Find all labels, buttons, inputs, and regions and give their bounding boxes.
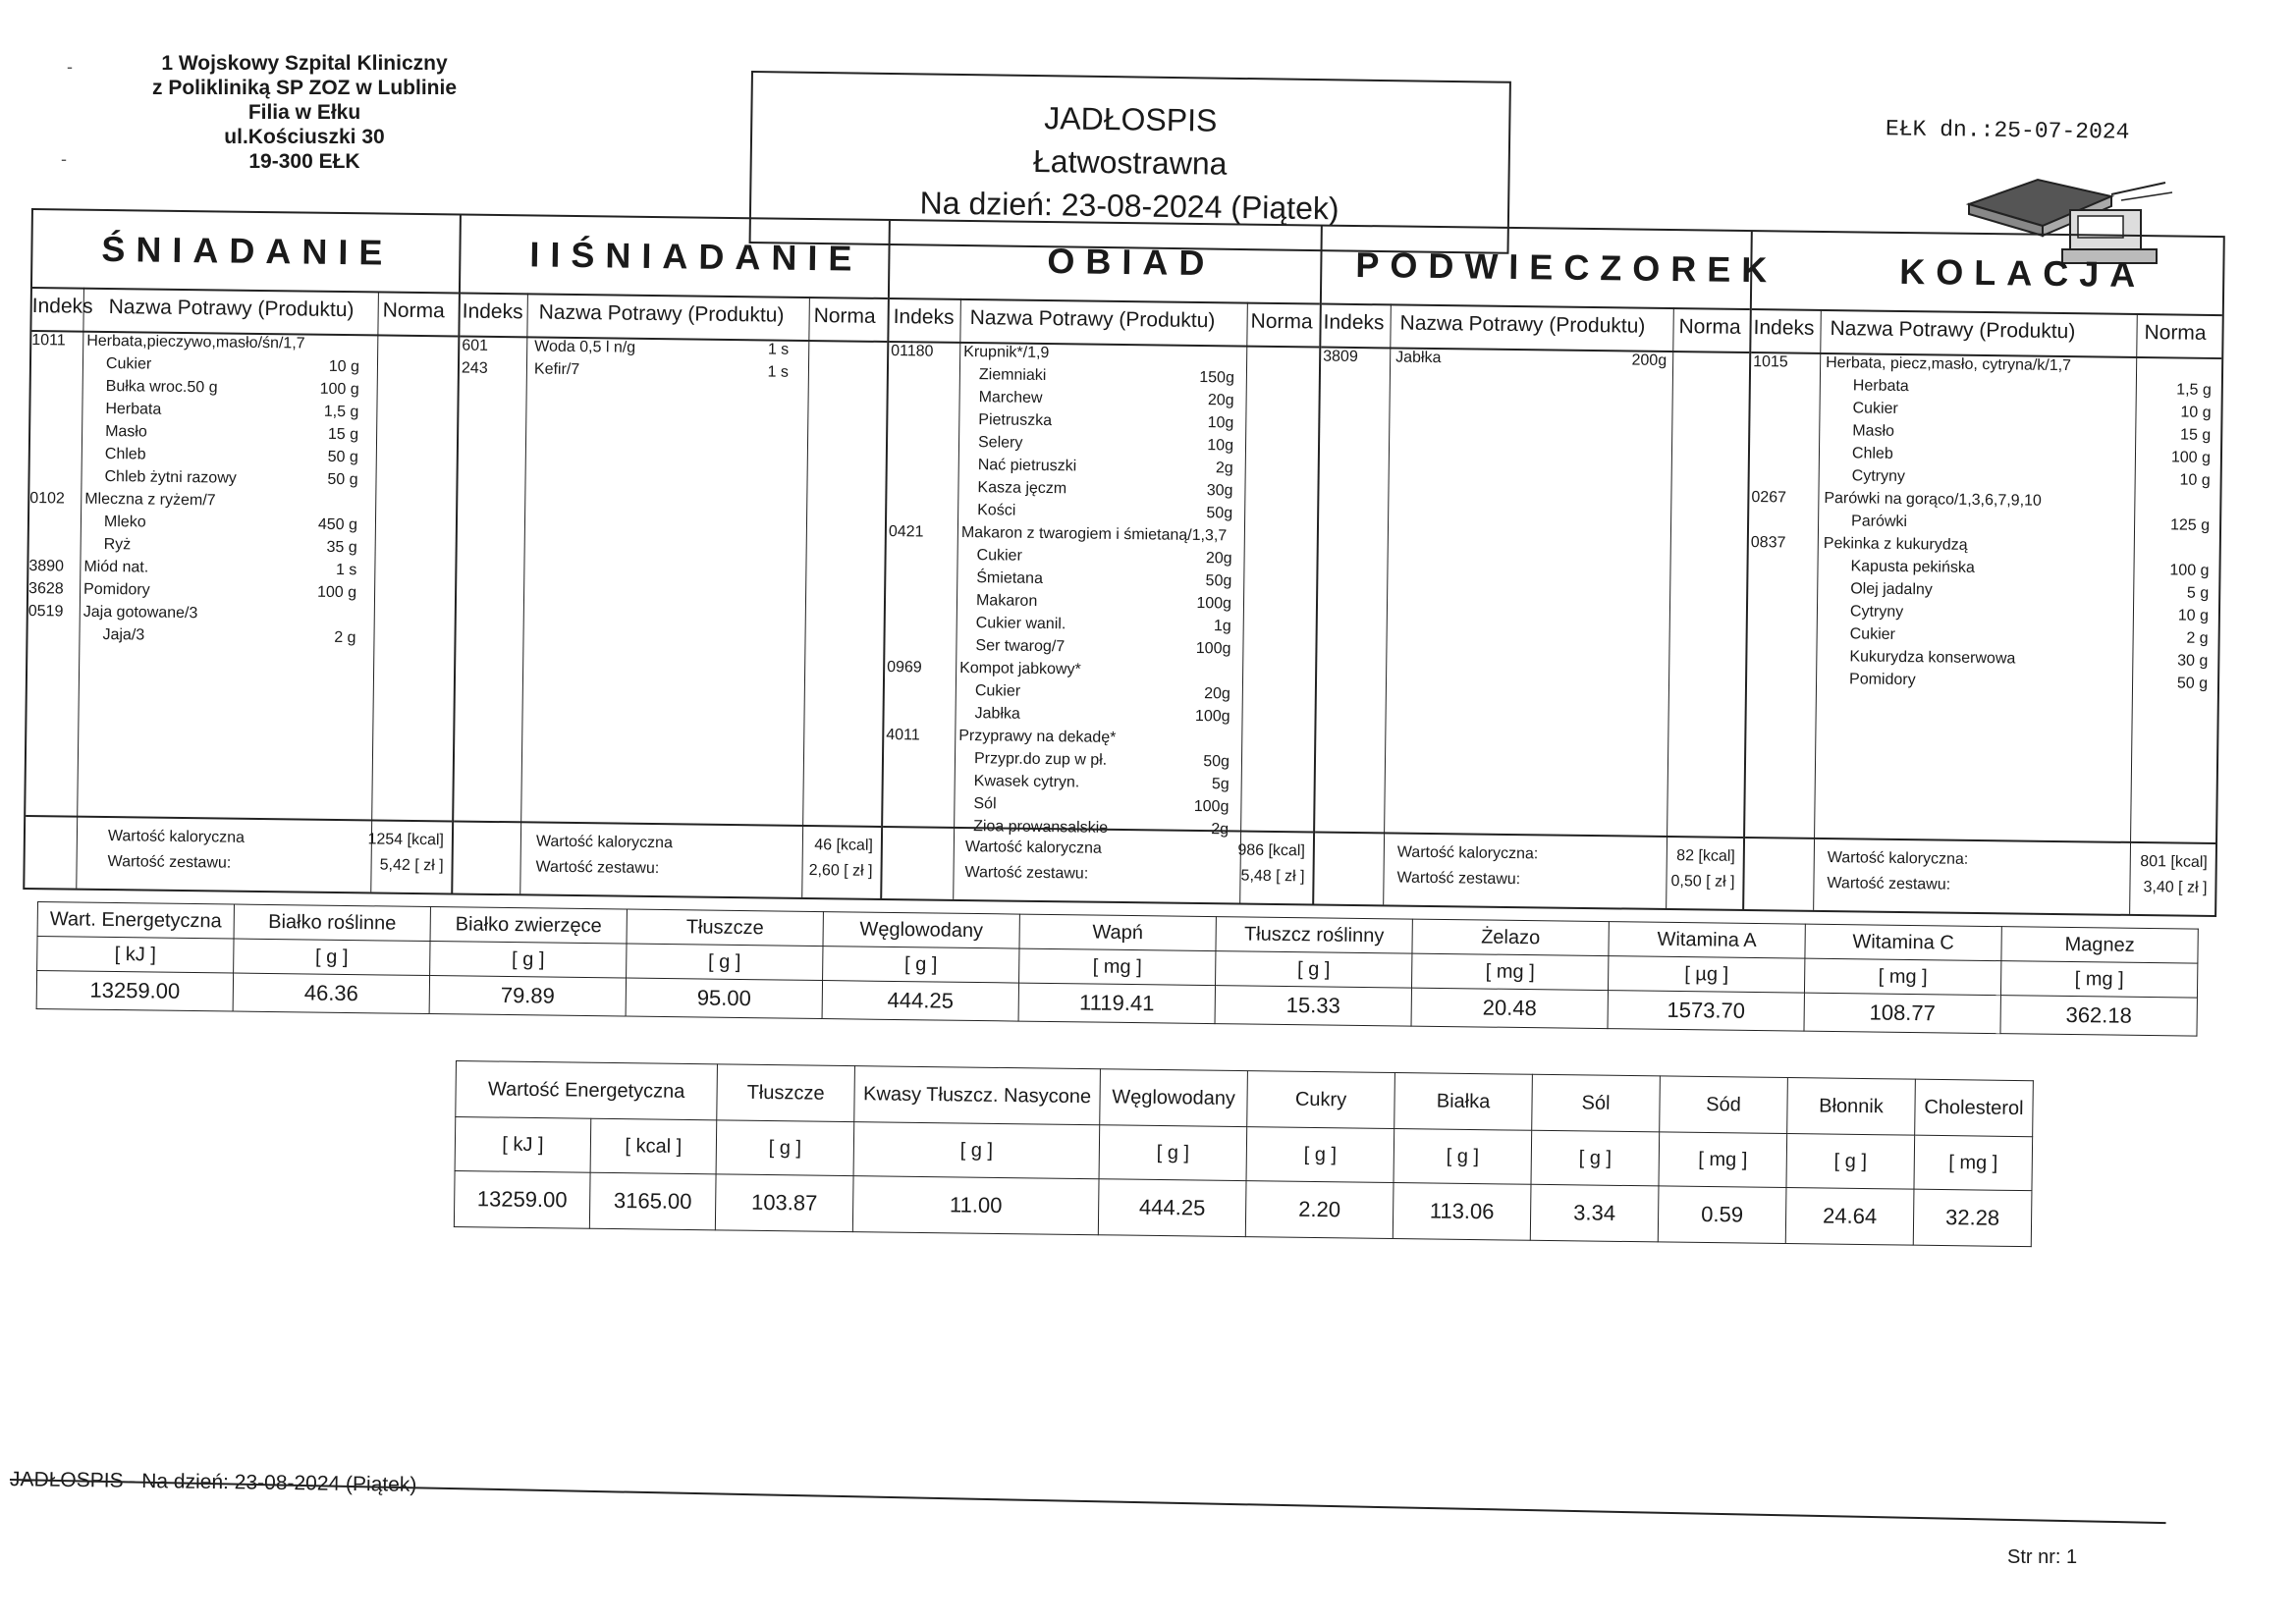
nutrient-header: Żelazo	[1412, 919, 1609, 956]
row-norm: 125 g	[2169, 516, 2211, 534]
row-norm: 30g	[1206, 482, 1233, 500]
nutrient-value: 108.77	[1804, 993, 2000, 1034]
kcal-label: Wartość kaloryczna	[107, 828, 246, 846]
row-norm: 100 g	[2169, 562, 2210, 579]
row-name: Kapusta pekińska	[1850, 558, 1975, 576]
meal-summary	[453, 820, 881, 897]
name-header: Nazwa Potrawy (Produktu)	[969, 306, 1216, 333]
row-name: Kompot jabkowy*	[959, 659, 1081, 678]
menu-row	[1747, 670, 2217, 698]
norm-header: Norma	[382, 298, 445, 323]
menu-row	[27, 625, 454, 653]
row-index: 0969	[887, 659, 922, 676]
row-norm: 50g	[1206, 505, 1233, 522]
nutrient-value: 79.89	[429, 976, 626, 1017]
page-number: Str nr: 1	[2007, 1546, 2078, 1568]
nutrient-value: 13259.00	[454, 1170, 590, 1228]
row-norm: 10 g	[328, 357, 360, 376]
nutrient-value: 24.64	[1785, 1188, 1914, 1246]
nutrient-unit: [ g ]	[1786, 1134, 1915, 1190]
row-name: Ser twarog/7	[975, 637, 1066, 656]
nutrient-unit: [ g ]	[627, 944, 823, 981]
cost-label: Wartość zestawu:	[535, 858, 660, 878]
nutrient-value: 1119.41	[1018, 983, 1215, 1024]
name-header: Nazwa Potrawy (Produktu)	[108, 296, 355, 322]
row-norm: 1 s	[335, 561, 357, 579]
row-name: Pomidory	[82, 580, 150, 599]
row-name: Herbata	[105, 400, 162, 418]
row-name: Jaja gotowane/3	[82, 603, 198, 622]
row-norm: 50 g	[327, 470, 358, 489]
cost-value: 5,48 [ zł ]	[1240, 867, 1305, 886]
row-norm: 10g	[1207, 437, 1234, 455]
row-index: 01180	[891, 343, 934, 360]
meal-second-breakfast	[453, 216, 891, 898]
column-header	[889, 298, 1320, 349]
nutrient-unit: [ g ]	[823, 947, 1019, 984]
row-name: Cukier	[976, 547, 1022, 565]
nutrient-unit: [ kcal ]	[590, 1118, 717, 1174]
meal-title: OBIAD	[890, 221, 1321, 304]
menu-row	[460, 360, 887, 388]
meal-summary	[25, 815, 452, 893]
index-header: Indeks	[1753, 316, 1815, 340]
norm-header: Norma	[1678, 315, 1741, 339]
row-name: Ziemniaki	[978, 366, 1047, 385]
nutrient-unit: [ g ]	[1216, 951, 1412, 989]
nutrient-value: 444.25	[822, 981, 1018, 1022]
row-name: Przypr.do zup w pł.	[973, 750, 1108, 769]
meal-summary	[1744, 837, 2215, 915]
row-norm: 1,5 g	[323, 403, 359, 421]
nutrient-header: Błonnik	[1787, 1078, 1916, 1136]
row-norm: 100g	[1193, 797, 1230, 816]
row-index: 243	[461, 359, 488, 377]
row-name: Cukier	[105, 354, 152, 373]
nutrient-unit: [ g ]	[1099, 1125, 1247, 1181]
kcal-label: Wartość kaloryczna:	[1827, 849, 1969, 868]
row-norm: 1g	[1213, 618, 1231, 635]
row-name: Masło	[1852, 422, 1895, 440]
row-norm: 200g	[1631, 352, 1667, 369]
row-name: Selery	[977, 434, 1023, 452]
nutrient-value: 95.00	[626, 978, 822, 1019]
row-norm: 10g	[1207, 414, 1234, 432]
diet-name: Łatwostrawna	[1032, 143, 1228, 182]
row-name: Pekinka z kukurydzą	[1823, 534, 1968, 554]
row-name: Cukier	[974, 682, 1021, 700]
nutrient-unit: [ µg ]	[1608, 956, 1804, 994]
nutrient-value: 1573.70	[1608, 991, 1804, 1032]
nutrient-header: Magnez	[2001, 927, 2198, 964]
meal-items	[1745, 352, 2221, 844]
nutrient-unit: [ g ]	[716, 1120, 854, 1176]
nutrient-unit: [ g ]	[1246, 1127, 1394, 1183]
meal-title: PODWIECZOREK	[1322, 227, 1751, 310]
meal-items	[1315, 347, 1749, 839]
nutrient-header: Białko roślinne	[234, 904, 430, 942]
row-name: Bułka wroc.50 g	[105, 377, 218, 397]
row-norm: 15 g	[327, 425, 359, 444]
nutrient-unit: [ mg ]	[1019, 948, 1216, 986]
row-norm: 5g	[1211, 776, 1230, 793]
nutrient-header: Wapń	[1019, 914, 1216, 951]
hospital-line: ul.Kościuszki 30	[224, 126, 385, 148]
row-name: Ryż	[103, 535, 132, 554]
column-header	[1321, 303, 1750, 353]
row-name: Herbata, piecz,masło, cytryna/k/1,7	[1826, 353, 2072, 375]
nutrient-header: Witamina C	[1805, 924, 2001, 961]
row-norm: 1,5 g	[2176, 381, 2212, 399]
meal-title: IIŚNIADANIE	[461, 216, 889, 299]
meal-items	[26, 330, 458, 822]
meal-breakfast	[25, 210, 462, 893]
row-index: 3628	[27, 580, 64, 598]
row-name: Marchew	[978, 389, 1043, 406]
menu-date: Na dzień: 23-08-2024 (Piątek)	[919, 185, 1339, 227]
scan-mark: -	[67, 57, 73, 77]
nutrient-unit: [ mg ]	[1659, 1132, 1787, 1188]
row-name: Przyprawy na dekadę*	[958, 727, 1117, 746]
nutrient-unit: [ mg ]	[2000, 961, 2197, 999]
nutrient-value: 103.87	[715, 1174, 853, 1232]
row-name: Cukier	[1852, 400, 1898, 417]
nutrient-header: Węglowodany	[823, 912, 1019, 949]
kcal-value: 986 [kcal]	[1237, 841, 1305, 860]
meal-title: ŚNIADANIE	[32, 210, 460, 294]
row-name: Masło	[105, 422, 147, 441]
row-name: Mleko	[103, 513, 146, 531]
nutrient-unit: [ g ]	[853, 1122, 1100, 1179]
index-header: Indeks	[893, 305, 955, 329]
hospital-line: 19-300 EŁK	[248, 150, 360, 173]
nutrition-table-main	[36, 901, 2199, 1037]
row-norm: 20g	[1205, 550, 1232, 568]
nutrient-value: 2.20	[1245, 1181, 1394, 1239]
row-name: Śmietana	[976, 569, 1044, 587]
name-header: Nazwa Potrawy (Produktu)	[1830, 317, 2076, 344]
row-norm: 2 g	[334, 628, 356, 647]
row-name: Kukurydza konserwowa	[1849, 648, 2016, 668]
row-norm: 450 g	[317, 515, 358, 534]
nutrient-value: 20.48	[1411, 988, 1608, 1029]
hospital-line: 1 Wojskowy Szpital Kliniczny	[161, 52, 448, 75]
row-norm: 100g	[1196, 594, 1232, 613]
meal-summary	[882, 826, 1313, 903]
row-index: 1015	[1753, 353, 1788, 371]
row-name: Parówki na gorąco/1,3,6,7,9,10	[1824, 489, 2042, 510]
row-name: Jabłka	[1395, 349, 1442, 367]
cost-value: 3,40 [ zł ]	[2143, 879, 2208, 896]
nutrient-header: Wartość Energetyczna	[456, 1061, 718, 1120]
row-name: Pomidory	[1848, 671, 1916, 689]
row-name: Jaja/3	[102, 625, 145, 644]
row-name: Kwasek cytryn.	[973, 773, 1080, 791]
row-name: Cytryny	[1849, 603, 1904, 622]
row-norm: 100g	[1194, 707, 1230, 726]
row-index: 1011	[31, 332, 66, 350]
nutrient-unit: [ mg ]	[1914, 1135, 2033, 1191]
row-norm: 1 s	[767, 341, 790, 358]
index-header: Indeks	[31, 295, 93, 318]
row-index: 0519	[27, 603, 64, 621]
row-name: Mleczna z ryżem/7	[84, 490, 216, 510]
kcal-value: 1254 [kcal]	[367, 831, 445, 849]
column-header	[460, 293, 888, 343]
cost-value: 2,60 [ zł ]	[808, 862, 873, 880]
row-name: Parówki	[1851, 513, 1908, 531]
row-norm: 2g	[1211, 821, 1230, 839]
nutrient-header: Węglowodany	[1100, 1069, 1248, 1127]
row-name: Woda 0,5 l n/g	[534, 338, 636, 356]
nutrient-unit: [ mg ]	[1804, 958, 2000, 996]
row-name: Cukier	[1849, 625, 1896, 643]
row-index: 0267	[1751, 489, 1787, 507]
row-name: Cukier wanil.	[975, 615, 1066, 633]
row-index: 3890	[28, 558, 65, 575]
cost-value: 0,50 [ zł ]	[1670, 873, 1735, 891]
nutrient-unit: [ g ]	[1394, 1129, 1532, 1185]
row-name: Miód nat.	[83, 558, 149, 576]
cost-label: Wartość zestawu:	[1396, 869, 1521, 889]
nutrient-value: 15.33	[1215, 986, 1411, 1027]
row-name: Sól	[973, 795, 997, 813]
footer-rule	[10, 1479, 2166, 1524]
nutrient-header: Tłuszcz roślinny	[1216, 917, 1412, 954]
row-norm: 10 g	[2179, 471, 2211, 489]
meal-summary	[1314, 832, 1743, 909]
row-name: Chleb żytni razowy	[104, 467, 237, 487]
row-name: Krupnik*/1,9	[963, 343, 1050, 362]
nutrient-value: 3165.00	[589, 1172, 716, 1230]
row-norm: 2 g	[2186, 629, 2209, 647]
cost-label: Wartość zestawu:	[964, 864, 1089, 883]
nutrient-header: Białka	[1394, 1073, 1533, 1131]
nutrient-unit: [ g ]	[234, 939, 430, 976]
row-index: 3809	[1323, 348, 1358, 366]
hospital-line: Filia w Ełku	[247, 101, 361, 124]
row-index: 0837	[1750, 534, 1786, 552]
row-name: Chleb	[104, 445, 146, 463]
nutrient-unit: [ mg ]	[1412, 953, 1609, 991]
row-norm: 20g	[1207, 392, 1234, 409]
nutrient-header: Witamina A	[1609, 922, 1805, 959]
nutrient-header: Sól	[1532, 1074, 1661, 1132]
row-name: Makaron z twarogiem i śmietaną/1,3,7	[960, 523, 1228, 545]
nutrient-header: Sód	[1660, 1076, 1788, 1134]
row-name: Jabłka	[974, 705, 1020, 723]
row-norm: 10 g	[2177, 607, 2210, 624]
index-header: Indeks	[1323, 310, 1385, 335]
nutrient-value: 362.18	[2000, 996, 2197, 1037]
row-name: Pietruszka	[978, 411, 1053, 430]
nutrient-value: 444.25	[1098, 1179, 1246, 1237]
row-norm: 1 s	[767, 363, 790, 381]
row-name: Herbata,pieczywo,masło/śn/1,7	[86, 332, 305, 352]
name-header: Nazwa Potrawy (Produktu)	[538, 300, 785, 327]
row-name: Nać pietruszki	[977, 457, 1077, 475]
row-norm: 50 g	[2176, 675, 2209, 692]
nutrient-header: Tłuszcze	[627, 909, 823, 947]
row-norm: 30 g	[2177, 652, 2209, 670]
row-name: Kasza jęczm	[977, 479, 1067, 498]
nutrient-value: 113.06	[1393, 1183, 1531, 1241]
scan-mark: -	[61, 149, 67, 169]
row-norm: 50g	[1205, 572, 1232, 590]
cost-value: 5,42 [ zł ]	[379, 856, 444, 875]
cost-label: Wartość zestawu:	[107, 853, 232, 872]
kcal-value: 46 [kcal]	[814, 837, 873, 854]
norm-header: Norma	[2144, 321, 2207, 345]
column-header	[31, 287, 459, 337]
row-norm: 100 g	[316, 583, 357, 602]
index-header: Indeks	[462, 299, 523, 324]
footer-title: JADŁOSPIS - Na dzień: 23-08-2024 (Piątek)	[9, 1468, 417, 1496]
row-norm: 50g	[1203, 753, 1230, 771]
nutrient-value: 11.00	[852, 1176, 1099, 1235]
row-norm: 100g	[1195, 639, 1231, 658]
nutrient-header: Białko zwierzęce	[430, 907, 627, 945]
nutrient-value: 0.59	[1658, 1186, 1786, 1244]
hospital-address	[118, 51, 491, 174]
meal-items	[883, 341, 1319, 839]
row-name: Kefir/7	[533, 360, 580, 379]
row-norm: 2g	[1215, 460, 1233, 477]
row-norm: 5 g	[2186, 584, 2210, 602]
nutrient-header: Wart. Energetyczna	[37, 902, 234, 940]
nutrient-value: 32.28	[1913, 1189, 2032, 1247]
meal-title: KOLACJA	[1752, 232, 2223, 316]
row-name: Herbata	[1852, 377, 1909, 396]
nutrient-unit: [ kJ ]	[37, 937, 234, 974]
row-norm: 100 g	[319, 380, 359, 399]
hospital-line: z Polikliniką SP ZOZ w Lublinie	[152, 77, 457, 99]
row-norm: 10 g	[2180, 404, 2212, 421]
name-header: Nazwa Potrawy (Produktu)	[1399, 311, 1646, 338]
norm-header: Norma	[1250, 309, 1313, 334]
row-norm: 50 g	[327, 448, 358, 466]
nutrient-value: 3.34	[1530, 1184, 1659, 1242]
document-title: JADŁOSPIS	[1044, 100, 1218, 138]
row-name: Cytryny	[1851, 467, 1906, 486]
meal-supper	[1744, 232, 2223, 915]
nutrition-table-label	[454, 1060, 2034, 1247]
kcal-label: Wartość kaloryczna	[964, 839, 1102, 857]
nutrient-value: 13259.00	[36, 971, 233, 1012]
row-name: Kości	[977, 502, 1016, 519]
nutrient-unit: [ g ]	[430, 942, 627, 979]
row-norm: 15 g	[2179, 426, 2212, 444]
row-norm: 20g	[1204, 685, 1230, 703]
row-index: 0102	[29, 490, 65, 508]
norm-header: Norma	[813, 304, 876, 328]
row-index: 601	[462, 337, 489, 354]
nutrient-header: Cholesterol	[1915, 1079, 2034, 1137]
nutrient-header: Cukry	[1247, 1071, 1395, 1129]
cost-label: Wartość zestawu:	[1827, 875, 1951, 893]
kcal-label: Wartość kaloryczna	[535, 833, 674, 852]
nutrient-value: 46.36	[233, 973, 429, 1014]
row-norm: 100 g	[2170, 449, 2212, 466]
nutrient-header: Kwasy Tłuszcz. Nasycone	[854, 1066, 1101, 1125]
row-norm: 35 g	[326, 538, 357, 557]
menu-table	[23, 208, 2225, 917]
kcal-value: 801 [kcal]	[2140, 853, 2208, 871]
row-index: 0421	[888, 523, 924, 541]
row-name: Chleb	[1851, 445, 1893, 462]
row-name: Makaron	[975, 592, 1038, 610]
print-date: EŁK dn.:25-07-2024	[1885, 116, 2130, 145]
kcal-value: 82 [kcal]	[1676, 847, 1735, 865]
nutrient-unit: [ g ]	[1531, 1130, 1660, 1186]
nutrient-header: Tłuszcze	[717, 1064, 855, 1122]
kcal-label: Wartość kaloryczna:	[1396, 843, 1539, 863]
meal-items	[454, 336, 887, 828]
nutrient-unit: [ kJ ]	[455, 1117, 591, 1173]
row-norm: 150g	[1199, 368, 1235, 387]
meal-dinner	[882, 221, 1323, 903]
row-name: Zioa prowansalskie	[973, 818, 1109, 837]
row-index: 4011	[886, 727, 920, 744]
menu-row	[1321, 349, 1749, 376]
row-name: Olej jadalny	[1850, 580, 1933, 599]
